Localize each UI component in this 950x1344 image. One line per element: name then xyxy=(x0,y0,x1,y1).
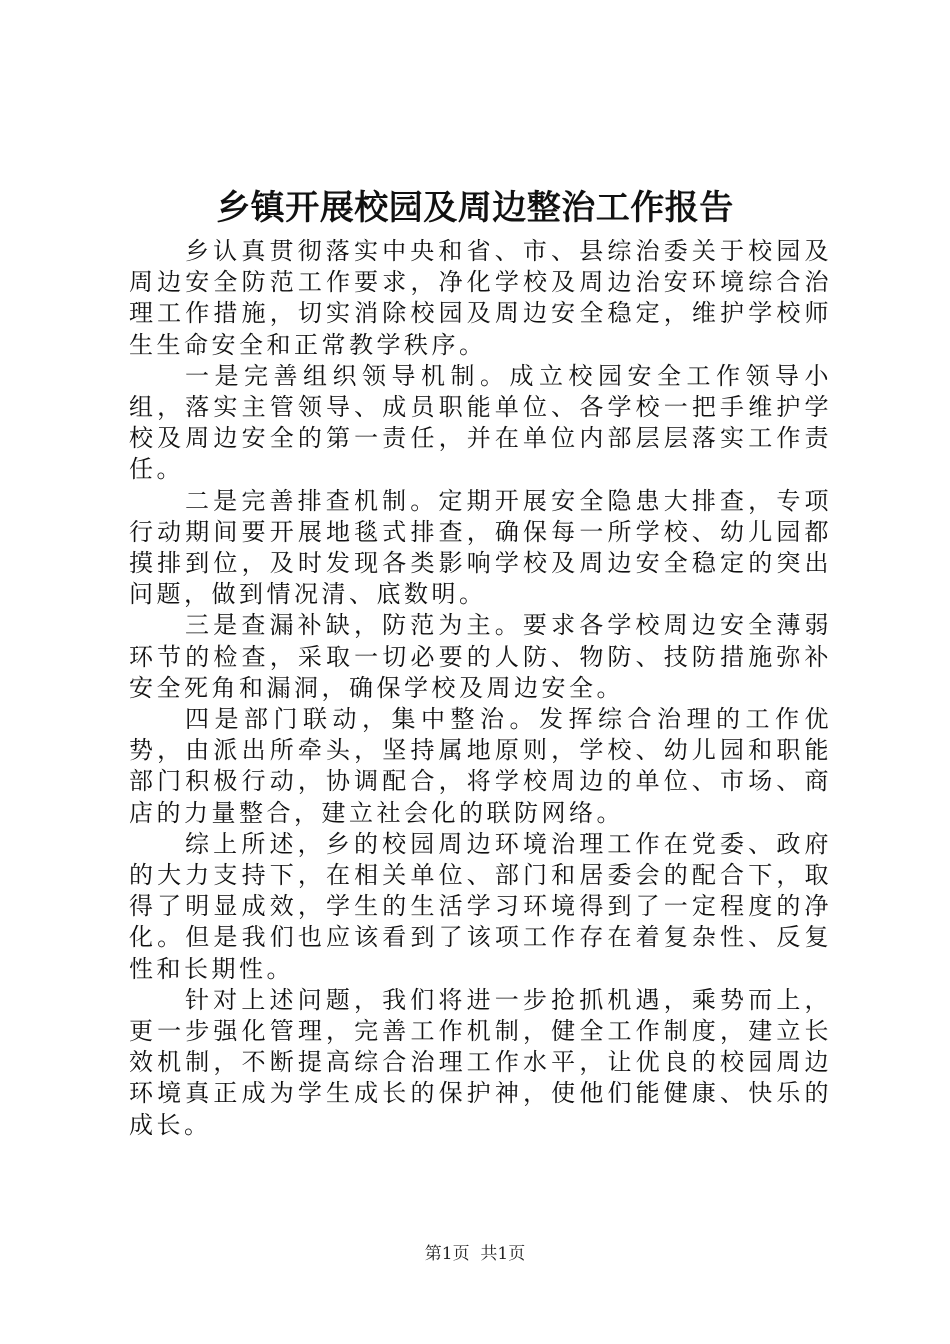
paragraph-point-2: 二是完善排查机制。定期开展安全隐患大排查，专项行动期间要开展地毯式排查，确保每一所学校、幼儿园都摸排到位，及时发现各类影响学校及周边安全稳定的突出问题，做到情况清、底数明。 xyxy=(129,486,832,609)
page-number: 第1页 共1页 xyxy=(424,1244,526,1264)
paragraph-intro: 乡认真贯彻落实中央和省、市、县综治委关于校园及周边安全防范工作要求，净化学校及周边治安环境综合治理工作措施，切实消除校园及周边安全稳定，维护学校师生生命安全和正常教学秩序。 xyxy=(129,237,832,359)
document-body xyxy=(129,236,832,1141)
paragraph-point-4: 四是部门联动，集中整治。发挥综合治理的工作优势，由派出所牵头，坚持属地原则，学校、幼儿园和职能部门积极行动，协调配合，将学校周边的单位、市场、商店的力量整合，建立社会化的联防网络。 xyxy=(129,705,832,827)
document-title: 乡镇开展校园及周边整治工作报告 xyxy=(216,188,734,228)
paragraph-summary: 综上所述，乡的校园周边环境治理工作在党委、政府的大力支持下，在相关单位、部门和居委会的配合下，取得了明显成效，学生的生活学习环境得到了一定程度的净化。但是我们也应该看到了该项工作存在着复杂性、反复性和长期性。 xyxy=(129,829,832,983)
page-footer xyxy=(0,1242,950,1266)
paragraph-point-1: 一是完善组织领导机制。成立校园安全工作领导小组，落实主管领导、成员职能单位、各学校一把手维护学校及周边安全的第一责任，并在单位内部层层落实工作责任。 xyxy=(129,361,832,484)
paragraph-point-3: 三是查漏补缺，防范为主。要求各学校周边安全薄弱环节的检查，采取一切必要的人防、物防、技防措施弥补安全死角和漏洞，确保学校及周边安全。 xyxy=(129,611,832,702)
paragraph-conclusion: 针对上述问题，我们将进一步抢抓机遇，乘势而上，更一步强化管理，完善工作机制，健全工作制度，建立长效机制，不断提高综合治理工作水平，让优良的校园周边环境真正成为学生成长的保护神，使他们能健康、快乐的成长。 xyxy=(129,985,832,1139)
